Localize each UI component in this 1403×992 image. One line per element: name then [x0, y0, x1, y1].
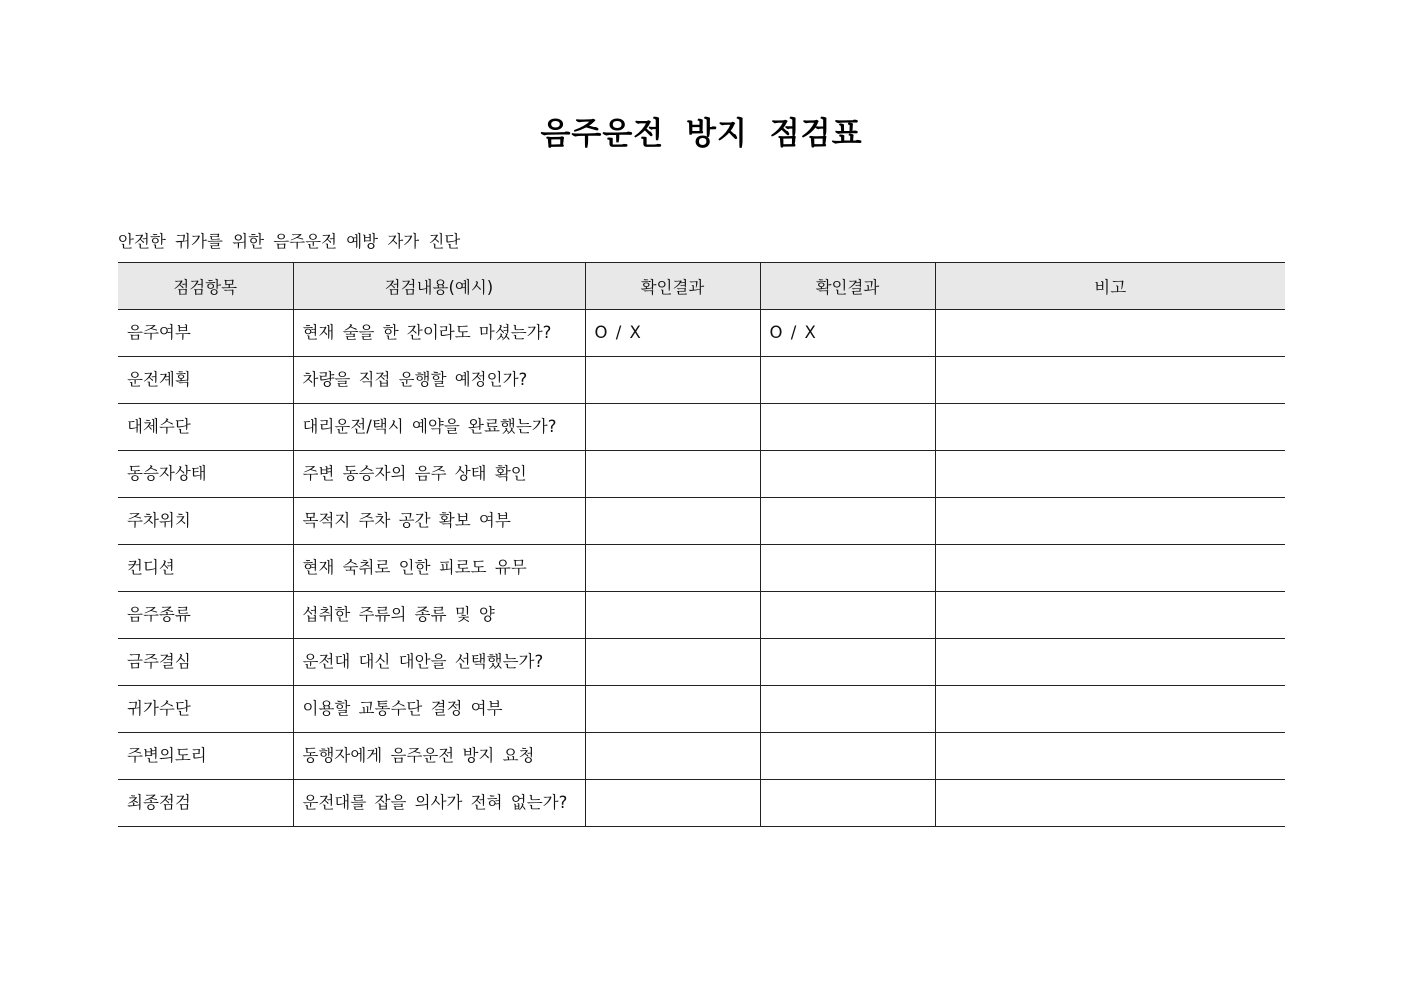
result-1-cell[interactable]: O / X [585, 310, 760, 357]
check-item-cell: 동승자상태 [118, 451, 293, 498]
result-1-cell[interactable] [585, 451, 760, 498]
note-cell[interactable] [935, 780, 1285, 827]
note-cell[interactable] [935, 310, 1285, 357]
note-cell[interactable] [935, 686, 1285, 733]
table-row [118, 733, 1285, 780]
result-2-cell[interactable] [760, 639, 935, 686]
note-cell[interactable] [935, 592, 1285, 639]
check-item-cell: 최종점검 [118, 780, 293, 827]
note-cell[interactable] [935, 357, 1285, 404]
table-row [118, 686, 1285, 733]
table-row [118, 639, 1285, 686]
check-content-cell: 목적지 주차 공간 확보 여부 [293, 498, 585, 545]
result-2-cell[interactable] [760, 451, 935, 498]
check-content-cell: 이용할 교통수단 결정 여부 [293, 686, 585, 733]
document-subtitle: 안전한 귀가를 위한 음주운전 예방 자가 진단 [118, 232, 461, 251]
header-result-1: 확인결과 [585, 263, 760, 310]
result-1-cell[interactable] [585, 733, 760, 780]
header-note: 비고 [935, 263, 1285, 310]
check-item-cell: 음주종류 [118, 592, 293, 639]
result-1-cell[interactable] [585, 639, 760, 686]
table-header-row [118, 263, 1285, 310]
result-2-cell[interactable] [760, 404, 935, 451]
check-content-cell: 대리운전/택시 예약을 완료했는가? [293, 404, 585, 451]
header-check-content: 점검내용(예시) [293, 263, 585, 310]
result-2-cell[interactable] [760, 733, 935, 780]
header-check-item: 점검항목 [118, 263, 293, 310]
check-content-cell: 운전대 대신 대안을 선택했는가? [293, 639, 585, 686]
check-content-cell: 동행자에게 음주운전 방지 요청 [293, 733, 585, 780]
header-result-2: 확인결과 [760, 263, 935, 310]
result-2-cell[interactable] [760, 545, 935, 592]
check-content-cell: 차량을 직접 운행할 예정인가? [293, 357, 585, 404]
check-item-cell: 주차위치 [118, 498, 293, 545]
result-2-cell[interactable] [760, 780, 935, 827]
check-content-cell: 운전대를 잡을 의사가 전혀 없는가? [293, 780, 585, 827]
table-row [118, 545, 1285, 592]
result-2-cell[interactable]: O / X [760, 310, 935, 357]
note-cell[interactable] [935, 545, 1285, 592]
result-2-cell[interactable] [760, 357, 935, 404]
check-item-cell: 컨디션 [118, 545, 293, 592]
note-cell[interactable] [935, 733, 1285, 780]
note-cell[interactable] [935, 404, 1285, 451]
table-row [118, 451, 1285, 498]
result-2-cell[interactable] [760, 686, 935, 733]
result-1-cell[interactable] [585, 357, 760, 404]
check-item-cell: 운전계획 [118, 357, 293, 404]
result-1-cell[interactable] [585, 498, 760, 545]
result-1-cell[interactable] [585, 545, 760, 592]
table-row [118, 498, 1285, 545]
check-item-cell: 주변의도리 [118, 733, 293, 780]
note-cell[interactable] [935, 639, 1285, 686]
result-2-cell[interactable] [760, 498, 935, 545]
result-2-cell[interactable] [760, 592, 935, 639]
check-content-cell: 현재 술을 한 잔이라도 마셨는가? [293, 310, 585, 357]
result-1-cell[interactable] [585, 780, 760, 827]
result-1-cell[interactable] [585, 686, 760, 733]
document-title: 음주운전 방지 점검표 [540, 116, 863, 152]
checklist-table [118, 262, 1285, 827]
result-1-cell[interactable] [585, 592, 760, 639]
table-row [118, 592, 1285, 639]
table-row [118, 780, 1285, 827]
check-item-cell: 귀가수단 [118, 686, 293, 733]
check-item-cell: 금주결심 [118, 639, 293, 686]
table-row [118, 310, 1285, 357]
check-content-cell: 주변 동승자의 음주 상태 확인 [293, 451, 585, 498]
table-row [118, 357, 1285, 404]
check-content-cell: 현재 숙취로 인한 피로도 유무 [293, 545, 585, 592]
check-content-cell: 섭취한 주류의 종류 및 양 [293, 592, 585, 639]
check-item-cell: 대체수단 [118, 404, 293, 451]
note-cell[interactable] [935, 451, 1285, 498]
result-1-cell[interactable] [585, 404, 760, 451]
check-item-cell: 음주여부 [118, 310, 293, 357]
table-row [118, 404, 1285, 451]
note-cell[interactable] [935, 498, 1285, 545]
